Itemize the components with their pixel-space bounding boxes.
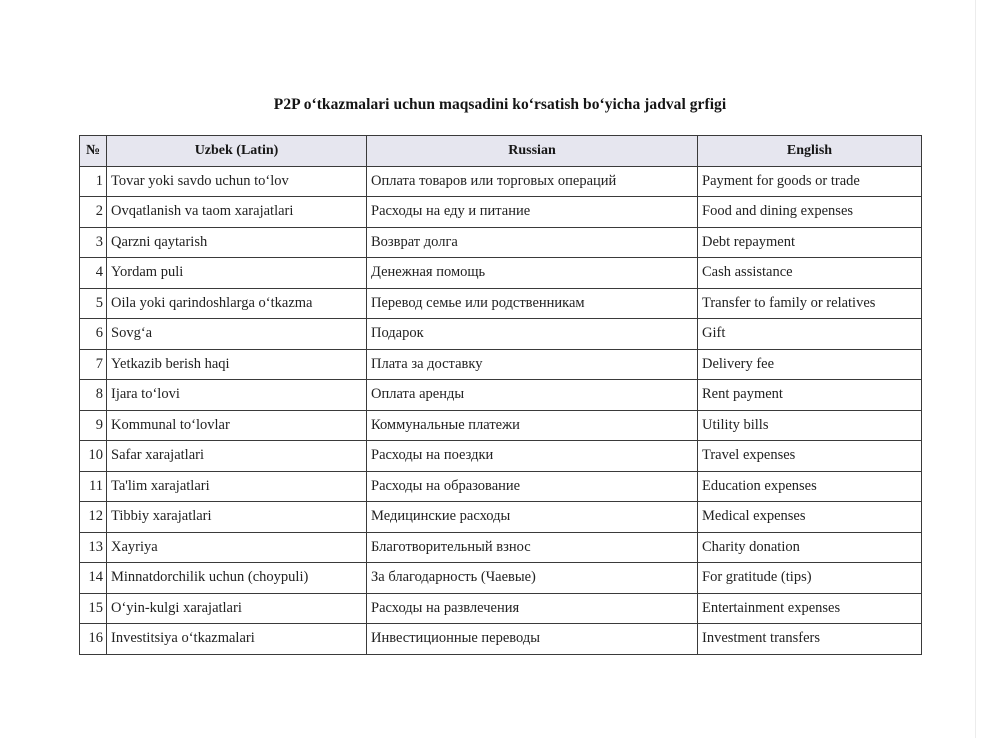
cell-russian: Подарок [367,319,698,350]
cell-english: Debt repayment [698,227,922,258]
cell-english: Medical expenses [698,502,922,533]
cell-russian: Перевод семье или родственникам [367,288,698,319]
cell-russian: Расходы на еду и питание [367,197,698,228]
cell-uzbek: Yordam puli [107,258,367,289]
cell-russian: Оплата товаров или торговых операций [367,166,698,197]
cell-number: 9 [80,410,107,441]
cell-uzbek: O‘yin-kulgi xarajatlari [107,593,367,624]
cell-english: Entertainment expenses [698,593,922,624]
table-row [80,593,922,624]
cell-russian: Благотворительный взнос [367,532,698,563]
cell-russian: Расходы на поездки [367,441,698,472]
cell-uzbek: Oila yoki qarindoshlarga o‘tkazma [107,288,367,319]
cell-uzbek: Ta'lim xarajatlari [107,471,367,502]
cell-number: 14 [80,563,107,594]
cell-uzbek: Xayriya [107,532,367,563]
table-row [80,349,922,380]
cell-uzbek: Sovg‘a [107,319,367,350]
cell-number: 5 [80,288,107,319]
cell-english: Cash assistance [698,258,922,289]
header-row [80,136,922,167]
table-row [80,227,922,258]
cell-russian: Возврат долга [367,227,698,258]
table-row [80,532,922,563]
table-row [80,319,922,350]
cell-english: Charity donation [698,532,922,563]
cell-number: 4 [80,258,107,289]
cell-russian: Инвестиционные переводы [367,624,698,655]
table-row [80,380,922,411]
cell-number: 8 [80,380,107,411]
cell-uzbek: Investitsiya o‘tkazmalari [107,624,367,655]
cell-number: 2 [80,197,107,228]
cell-russian: Коммунальные платежи [367,410,698,441]
table-row [80,563,922,594]
cell-number: 1 [80,166,107,197]
header-uzbek: Uzbek (Latin) [107,136,367,167]
cell-number: 15 [80,593,107,624]
table-row [80,441,922,472]
cell-english: Rent payment [698,380,922,411]
cell-russian: Медицинские расходы [367,502,698,533]
cell-uzbek: Tovar yoki savdo uchun to‘lov [107,166,367,197]
cell-russian: За благодарность (Чаевые) [367,563,698,594]
purpose-table [79,135,922,655]
header-english: English [698,136,922,167]
table-row [80,502,922,533]
document-title: P2P o‘tkazmalari uchun maqsadini ko‘rsatish bo‘yicha jadval grfigi [273,96,727,113]
cell-english: Investment transfers [698,624,922,655]
cell-english: Travel expenses [698,441,922,472]
table-row [80,197,922,228]
cell-english: Education expenses [698,471,922,502]
cell-number: 11 [80,471,107,502]
cell-number: 3 [80,227,107,258]
header-number: № [80,136,107,167]
table-row [80,410,922,441]
cell-uzbek: Ijara to‘lovi [107,380,367,411]
cell-english: Food and dining expenses [698,197,922,228]
cell-uzbek: Qarzni qaytarish [107,227,367,258]
cell-english: Delivery fee [698,349,922,380]
table-row [80,258,922,289]
cell-uzbek: Safar xarajatlari [107,441,367,472]
cell-number: 12 [80,502,107,533]
cell-russian: Оплата аренды [367,380,698,411]
cell-uzbek: Minnatdorchilik uchun (choypuli) [107,563,367,594]
table-row [80,288,922,319]
cell-number: 10 [80,441,107,472]
cell-russian: Расходы на развлечения [367,593,698,624]
cell-uzbek: Yetkazib berish haqi [107,349,367,380]
cell-russian: Плата за доставку [367,349,698,380]
cell-english: Payment for goods or trade [698,166,922,197]
cell-russian: Расходы на образование [367,471,698,502]
cell-english: Utility bills [698,410,922,441]
table-row [80,166,922,197]
table-row [80,471,922,502]
cell-uzbek: Ovqatlanish va taom xarajatlari [107,197,367,228]
cell-number: 13 [80,532,107,563]
cell-english: For gratitude (tips) [698,563,922,594]
cell-uzbek: Tibbiy xarajatlari [107,502,367,533]
table-body [80,166,922,654]
cell-number: 7 [80,349,107,380]
header-russian: Russian [367,136,698,167]
cell-uzbek: Kommunal to‘lovlar [107,410,367,441]
cell-number: 16 [80,624,107,655]
cell-russian: Денежная помощь [367,258,698,289]
cell-english: Transfer to family or relatives [698,288,922,319]
table-row [80,624,922,655]
table-header [80,136,922,167]
cell-english: Gift [698,319,922,350]
cell-number: 6 [80,319,107,350]
